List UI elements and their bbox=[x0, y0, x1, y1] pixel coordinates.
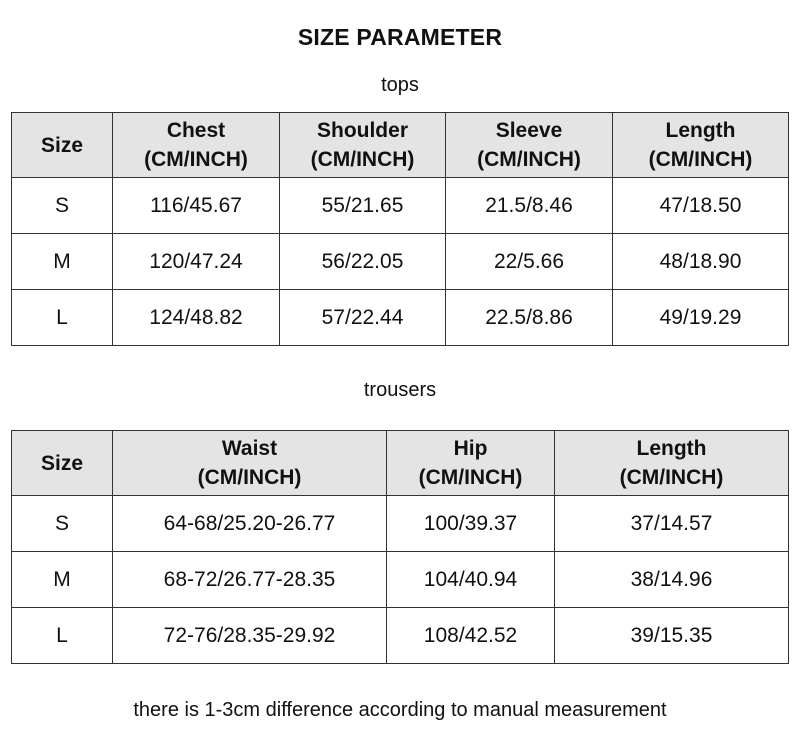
header-name: Size bbox=[40, 451, 84, 475]
size-cell: S bbox=[12, 178, 113, 234]
tops-header-row bbox=[12, 113, 789, 178]
shoulder-cell: 57/22.44 bbox=[280, 290, 446, 346]
shoulder-cell: 55/21.65 bbox=[280, 178, 446, 234]
length-cell: 48/18.90 bbox=[613, 234, 789, 290]
tops-header-length bbox=[613, 113, 789, 178]
measurement-note: there is 1-3cm difference according to manual measurement bbox=[133, 699, 667, 721]
header-name: Size bbox=[40, 133, 84, 157]
size-cell: S bbox=[12, 496, 113, 552]
header-name: Length bbox=[665, 119, 736, 142]
size-cell: L bbox=[12, 290, 113, 346]
hip-cell: 104/40.94 bbox=[387, 552, 555, 608]
header-name: Shoulder bbox=[316, 119, 408, 142]
header-name: Hip bbox=[453, 437, 488, 460]
chest-cell: 116/45.67 bbox=[113, 178, 280, 234]
header-unit: (CM/INCH) bbox=[197, 466, 302, 489]
trousers-header-size bbox=[12, 431, 113, 496]
tops-header-size bbox=[12, 113, 113, 178]
header-unit: (CM/INCH) bbox=[477, 148, 581, 171]
hip-cell: 100/39.37 bbox=[387, 496, 555, 552]
waist-cell: 68-72/26.77-28.35 bbox=[113, 552, 387, 608]
tops-size-table bbox=[11, 112, 789, 346]
trousers-size-table bbox=[11, 430, 789, 664]
trousers-header-row bbox=[12, 431, 789, 496]
tops-header-shoulder bbox=[280, 113, 446, 178]
table-row bbox=[12, 290, 789, 346]
tops-header-sleeve bbox=[446, 113, 613, 178]
chest-cell: 120/47.24 bbox=[113, 234, 280, 290]
chest-cell: 124/48.82 bbox=[113, 290, 280, 346]
trousers-header-waist bbox=[113, 431, 387, 496]
shoulder-cell: 56/22.05 bbox=[280, 234, 446, 290]
size-cell: M bbox=[12, 234, 113, 290]
length-cell: 39/15.35 bbox=[555, 608, 789, 664]
header-unit: (CM/INCH) bbox=[619, 466, 724, 489]
tops-header-chest bbox=[113, 113, 280, 178]
sleeve-cell: 22/5.66 bbox=[446, 234, 613, 290]
trousers-header-length bbox=[555, 431, 789, 496]
table-row bbox=[12, 608, 789, 664]
header-unit: (CM/INCH) bbox=[144, 148, 248, 171]
header-name: Chest bbox=[166, 119, 226, 142]
table-row bbox=[12, 234, 789, 290]
length-cell: 47/18.50 bbox=[613, 178, 789, 234]
page-title: SIZE PARAMETER bbox=[297, 24, 503, 50]
sleeve-cell: 22.5/8.86 bbox=[446, 290, 613, 346]
size-cell: M bbox=[12, 552, 113, 608]
header-name: Sleeve bbox=[495, 119, 563, 142]
header-name: Waist bbox=[221, 437, 278, 460]
hip-cell: 108/42.52 bbox=[387, 608, 555, 664]
length-cell: 49/19.29 bbox=[613, 290, 789, 346]
tops-section-label: tops bbox=[381, 74, 419, 96]
waist-cell: 72-76/28.35-29.92 bbox=[113, 608, 387, 664]
sleeve-cell: 21.5/8.46 bbox=[446, 178, 613, 234]
trousers-section-label: trousers bbox=[363, 379, 437, 401]
header-unit: (CM/INCH) bbox=[418, 466, 523, 489]
header-unit: (CM/INCH) bbox=[648, 148, 753, 171]
length-cell: 38/14.96 bbox=[555, 552, 789, 608]
table-row bbox=[12, 552, 789, 608]
waist-cell: 64-68/25.20-26.77 bbox=[113, 496, 387, 552]
length-cell: 37/14.57 bbox=[555, 496, 789, 552]
table-row bbox=[12, 496, 789, 552]
table-row bbox=[12, 178, 789, 234]
header-unit: (CM/INCH) bbox=[310, 148, 415, 171]
header-name: Length bbox=[636, 437, 707, 460]
trousers-header-hip bbox=[387, 431, 555, 496]
size-cell: L bbox=[12, 608, 113, 664]
